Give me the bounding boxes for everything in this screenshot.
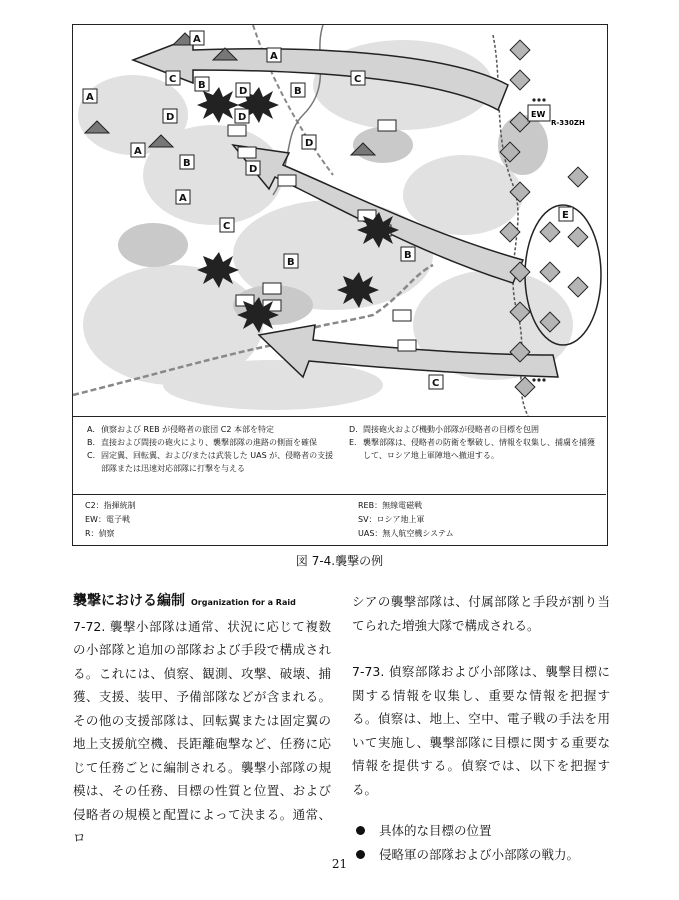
legend-text: 偵察および REB が侵略者の旅団 C2 本部を特定 <box>101 425 274 434</box>
legend-letter: E. <box>349 438 357 447</box>
svg-text:A: A <box>193 34 201 45</box>
r330zh-tag: R-330ZH <box>551 119 585 127</box>
svg-text:B: B <box>404 250 412 261</box>
bullet-icon <box>356 826 365 835</box>
svg-text:A: A <box>134 146 142 157</box>
svg-text:E: E <box>562 210 569 221</box>
figure-abbreviations <box>73 494 606 544</box>
svg-text:D: D <box>166 112 175 123</box>
bullet-text: 具体的な目標の位置 <box>379 823 492 838</box>
raid-map <box>73 25 606 416</box>
svg-text:B: B <box>198 80 206 91</box>
svg-text:A: A <box>86 92 94 103</box>
svg-text:C: C <box>432 378 440 389</box>
legend-text: 襲撃部隊は、侵略者の防衛を撃破し、情報を収集し、捕虜を捕獲して、ロシア地上軍陣地へ撤退する。 <box>363 438 595 460</box>
abbreviation: REB：無線電磁戦 <box>358 501 423 510</box>
paragraph-7-72: 7-72. 襲撃小部隊は通常、状況に応じて複数の小部隊と追加の部隊および手段で構成される。これには、偵察、観測、攻撃、破壊、捕獲、支援、装甲、予備部隊などが含まれる。その他の支援部隊は、回転翼または固定翼の地上支援航空機、長距離砲撃など、任務に応じて任務ごとに編制される。襲撃小部隊の規模は、その任務、目標の性質と位置、および侵略者の規模と配置によって決まる。通常、ロ <box>73 618 331 845</box>
legend-letter: B. <box>87 438 96 447</box>
abbreviation: UAS：無人航空機システム <box>358 529 454 538</box>
svg-text:C: C <box>169 74 177 85</box>
svg-text:D: D <box>305 138 314 149</box>
legend-text: 直接および間接の砲火により、襲撃部隊の進路の側面を確保 <box>101 438 317 447</box>
section-title: 襲撃における編制 <box>73 593 185 609</box>
page-number: 21 <box>331 857 348 871</box>
legend-letter: A. <box>87 425 95 434</box>
text-column-left <box>73 590 331 850</box>
abbreviation: R：偵察 <box>85 529 115 538</box>
figure-caption: 図 7-4.襲撃の例 <box>295 554 384 568</box>
paragraph-7-73: 7-73. 偵察部隊および小部隊は、襲撃目標に関する情報を収集し、重要な情報を把握する。偵察は、地上、空中、電子戦の手法を用いて実施し、襲撃部隊に目標に関する重要な情報を提供する。偵察では、以下を把握する。 <box>352 664 610 797</box>
svg-text:A: A <box>179 193 187 204</box>
legend-letter: D. <box>349 425 358 434</box>
ew-tag: EW <box>531 110 546 119</box>
svg-text:C: C <box>223 221 231 232</box>
svg-text:A: A <box>270 51 278 62</box>
section-title-en: Organization for a Raid <box>191 598 296 607</box>
svg-text:B: B <box>183 158 191 169</box>
svg-text:B: B <box>287 257 295 268</box>
paragraph-7-72-cont: シアの襲撃部隊は、付属部隊と手段が割り当てられた増強大隊で構成される。 <box>352 594 610 633</box>
abbreviation: EW：電子戦 <box>85 515 130 524</box>
svg-text:C: C <box>354 74 362 85</box>
raid-example-figure <box>72 24 608 546</box>
svg-text:D: D <box>249 164 258 175</box>
svg-text:D: D <box>238 112 247 123</box>
legend-letter: C. <box>87 451 96 460</box>
text-column-right <box>352 590 610 866</box>
legend-text: 間接砲火および機動小部隊が侵略者の目標を包囲 <box>363 425 539 434</box>
legend-text: 固定翼、回転翼、および/または武装した UAS が、侵略者の支援部隊または迅速対応部隊に打撃を与える <box>101 451 334 473</box>
svg-text:B: B <box>294 86 302 97</box>
list-item <box>352 819 610 843</box>
svg-text:D: D <box>239 86 248 97</box>
abbreviation: SV：ロシア地上軍 <box>358 515 425 524</box>
bullet-text: 侵略軍の部隊および小部隊の戦力。 <box>379 846 580 862</box>
section-heading <box>73 590 331 615</box>
abbreviation: C2：指揮統制 <box>85 501 136 510</box>
